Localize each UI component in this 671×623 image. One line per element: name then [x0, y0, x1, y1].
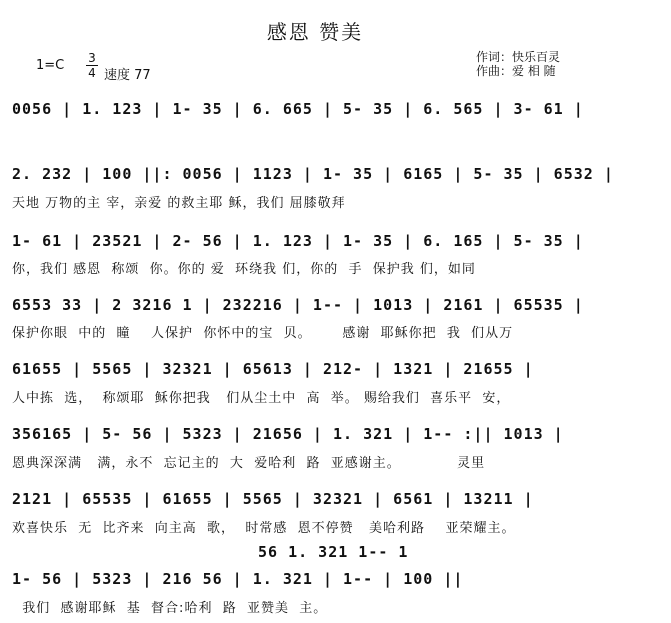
lyrics-row-5: 人中拣 选， 称颂耶 稣你把我 们从尘土中 高 举。 赐给我们 喜乐平 安， — [12, 391, 511, 406]
lyrics-row-7: 欢喜快乐 无 比齐来 向主高 歌， 时常感 恩不停赞 美哈利路 亚荣耀主。 — [12, 521, 516, 536]
time-signature — [86, 52, 98, 79]
credits — [476, 50, 560, 78]
key-signature: 1=C — [36, 58, 65, 73]
time-signature-top: 3 — [88, 51, 96, 65]
alternate-notation-line: 56 1. 321 1-- 1 — [258, 543, 409, 561]
lyrics-row-3: 你，我们 感恩 称颂 你。你的 爱 环绕我 们，你的 手 保护我 们，如同 — [12, 262, 476, 277]
lyrics-row-4: 保护你眼 中的 瞳 人保护 你怀中的宝 贝。 感谢 耶稣你把 我 们从万 — [12, 326, 514, 341]
lyrics-row-8: 我们 感谢耶稣 基 督合:哈利 路 亚赞美 主。 — [12, 601, 328, 616]
lyrics-row-2: 天地 万物的主 宰，亲爱 的救主耶 稣，我们 屈膝敬拜 — [12, 196, 346, 211]
notation-row-2: 2. 232 | 100 ||: 0056 | 1123 | 1- 35 | 6165 | 5- 35 | 6532 | — [12, 165, 614, 183]
song-title: 感恩 赞美 — [266, 20, 364, 44]
composer: 作曲：爱 相 随 — [476, 64, 556, 78]
time-signature-bottom: 4 — [88, 66, 96, 80]
notation-row-8: 1- 56 | 5323 | 216 56 | 1. 321 | 1-- | 100 || — [12, 570, 464, 588]
lyrics-row-6: 恩典深深满 满，永不 忘记主的 大 爱哈利 路 亚感谢主。 灵里 — [12, 456, 486, 471]
notation-row-7: 2121 | 65535 | 61655 | 5565 | 32321 | 6561 | 13211 | — [12, 490, 534, 508]
tempo: 速度 77 — [104, 68, 151, 83]
notation-row-6: 356165 | 5- 56 | 5323 | 21656 | 1. 321 | 1-- :|| 1013 | — [12, 425, 564, 443]
notation-row-1: 0056 | 1. 123 | 1- 35 | 6. 665 | 5- 35 | 6. 565 | 3- 61 | — [12, 100, 584, 118]
notation-row-5: 61655 | 5565 | 32321 | 65613 | 212- | 1321 | 21655 | — [12, 360, 534, 378]
notation-row-4: 6553 33 | 2 3216 1 | 232216 | 1-- | 1013 | 2161 | 65535 | — [12, 296, 584, 314]
notation-row-3: 1- 61 | 23521 | 2- 56 | 1. 123 | 1- 35 | 6. 165 | 5- 35 | — [12, 232, 584, 250]
lyricist: 作词：快乐百灵 — [476, 50, 561, 64]
